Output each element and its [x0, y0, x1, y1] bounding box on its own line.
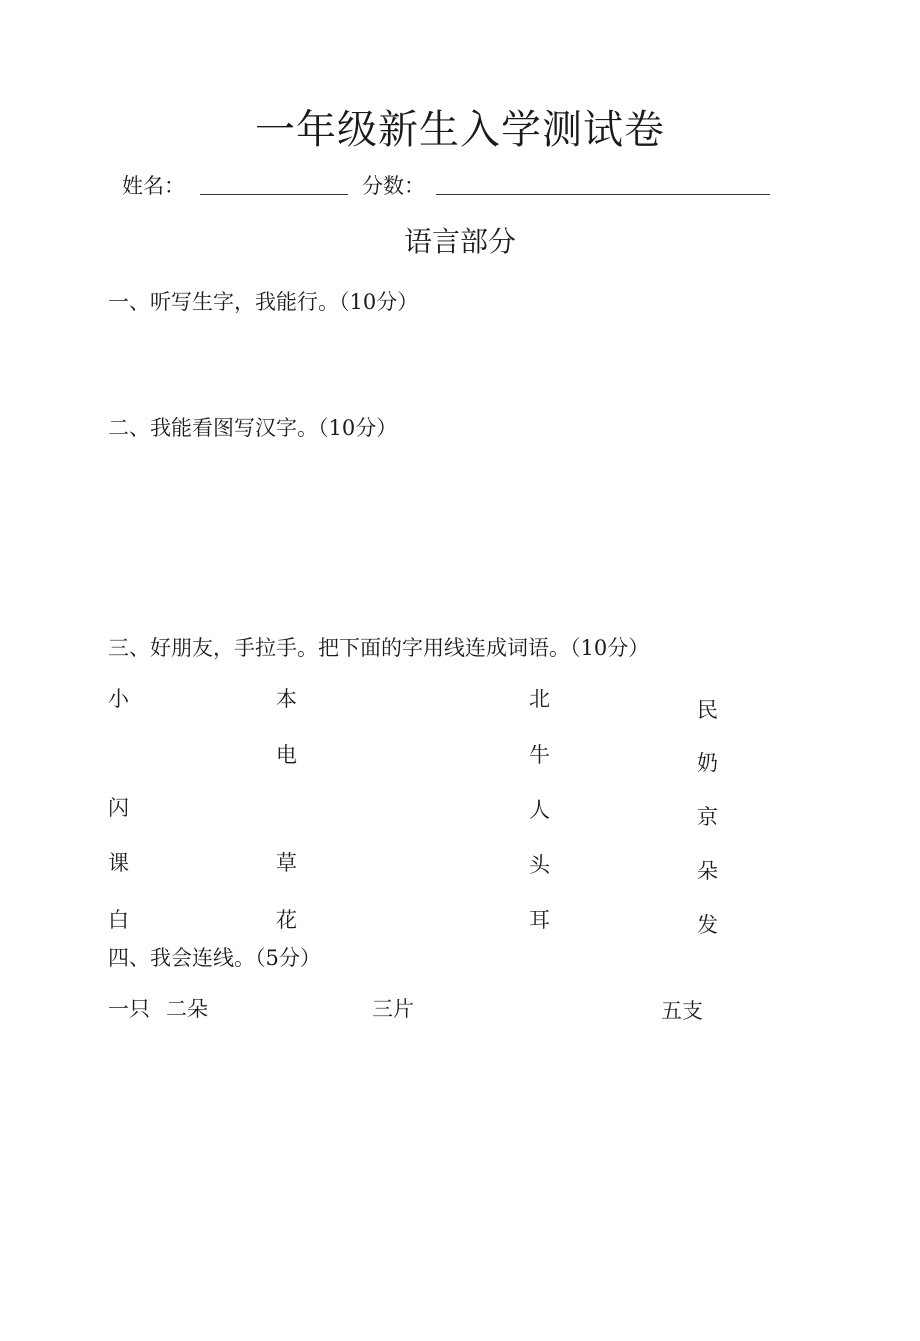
match-char[interactable]: 京 [697, 805, 718, 829]
match-char[interactable]: 本 [276, 687, 297, 711]
question-1: 一、听写生字，我能行。（10分） [108, 290, 419, 314]
name-label: 姓名： [122, 174, 185, 198]
match-char[interactable]: 头 [529, 853, 550, 877]
match-char[interactable]: 北 [529, 687, 550, 711]
question-3: 三、好朋友，手拉手。把下面的字用线连成词语。（10分） [108, 636, 650, 660]
match-char[interactable]: 民 [697, 698, 718, 722]
match-char[interactable]: 闪 [108, 796, 129, 820]
match-char[interactable]: 人 [529, 798, 550, 822]
match-char[interactable]: 小 [108, 687, 129, 711]
match-char[interactable]: 草 [276, 851, 297, 875]
match-char[interactable]: 花 [276, 908, 297, 932]
match-char[interactable]: 白 [108, 908, 129, 932]
match-char[interactable]: 耳 [529, 908, 550, 932]
measure-word[interactable]: 三片 [372, 997, 414, 1021]
match-char[interactable]: 奶 [697, 751, 718, 775]
score-label: 分数： [362, 174, 425, 198]
measure-word[interactable]: 二朵 [166, 997, 208, 1021]
score-blank-line[interactable] [436, 194, 770, 195]
match-char[interactable]: 课 [108, 851, 129, 875]
measure-word[interactable]: 五支 [661, 999, 703, 1023]
match-char[interactable]: 朵 [697, 859, 718, 883]
match-char[interactable]: 发 [697, 913, 718, 937]
name-blank-line[interactable] [200, 194, 348, 195]
section-title: 语言部分 [403, 225, 516, 258]
page-title: 一年级新生入学测试卷 [255, 107, 665, 153]
measure-word[interactable]: 一只 [108, 997, 150, 1021]
match-char[interactable]: 电 [276, 743, 297, 767]
question-2: 二、我能看图写汉字。（10分） [108, 416, 398, 440]
match-char[interactable]: 牛 [529, 743, 550, 767]
question-4: 四、我会连线。（5分） [108, 946, 321, 970]
